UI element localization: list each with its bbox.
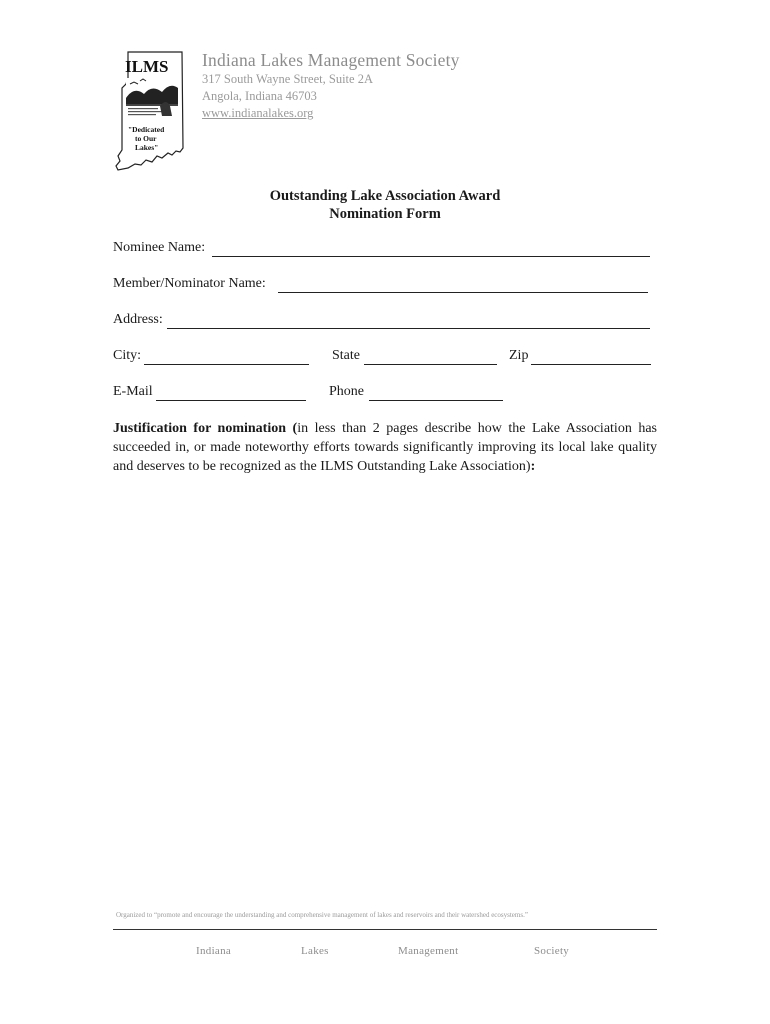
footer-word-lakes: Lakes [301, 945, 329, 957]
nominator-name-label: Member/Nominator Name: [113, 276, 266, 291]
phone-field[interactable] [369, 400, 503, 401]
footer-word-society: Society [534, 945, 570, 957]
justification-heading: Justification for nomination [113, 421, 286, 436]
email-field[interactable] [156, 400, 306, 401]
form-subtitle: Nomination Form [329, 206, 441, 222]
org-name: Indiana Lakes Management Society [202, 50, 460, 70]
logo-ilms-text: ILMS [125, 57, 169, 76]
logo-motto-line3: Lakes" [135, 143, 159, 152]
justification-open-paren: ( [286, 421, 298, 436]
zip-label: Zip [509, 348, 529, 363]
logo-motto-line2: to Our [135, 134, 157, 143]
footer-divider [113, 929, 657, 930]
footer-tagline: Organized to “promote and encourage the understanding and comprehensive management of lakes and reservoirs and their watershed ecosystems.” [116, 911, 528, 919]
ilms-logo [110, 48, 196, 172]
nominator-name-field[interactable] [278, 292, 648, 293]
address-label: Address: [113, 312, 163, 327]
org-address-line1: 317 South Wayne Street, Suite 2A [202, 72, 373, 86]
address-field[interactable] [167, 328, 650, 329]
city-label: City: [113, 348, 142, 363]
nominee-name-field[interactable] [212, 256, 650, 257]
org-website-link[interactable]: www.indianalakes.org [202, 106, 314, 120]
email-label: E-Mail [113, 384, 153, 399]
city-field[interactable] [144, 364, 309, 365]
footer-word-management: Management [398, 945, 459, 957]
form-title: Outstanding Lake Association Award [269, 188, 501, 204]
footer-word-indiana: Indiana [196, 945, 232, 957]
zip-field[interactable] [531, 364, 651, 365]
phone-label: Phone [329, 384, 364, 399]
nominee-name-label: Nominee Name: [113, 240, 206, 255]
justification-paragraph [113, 419, 657, 476]
state-label: State [332, 348, 360, 363]
justification-colon: : [530, 459, 536, 474]
state-field[interactable] [364, 364, 497, 365]
logo-motto-line1: "Dedicated [128, 125, 165, 134]
justification-instructions: in less than 2 pages describe how the Lake Association has succeeded in, or made noteworthy efforts towards significantly improving its local lake quality and deserves to be recognized as the ILMS Outstanding Lake Association) [113, 421, 657, 474]
org-address-line2: Angola, Indiana 46703 [202, 89, 317, 103]
